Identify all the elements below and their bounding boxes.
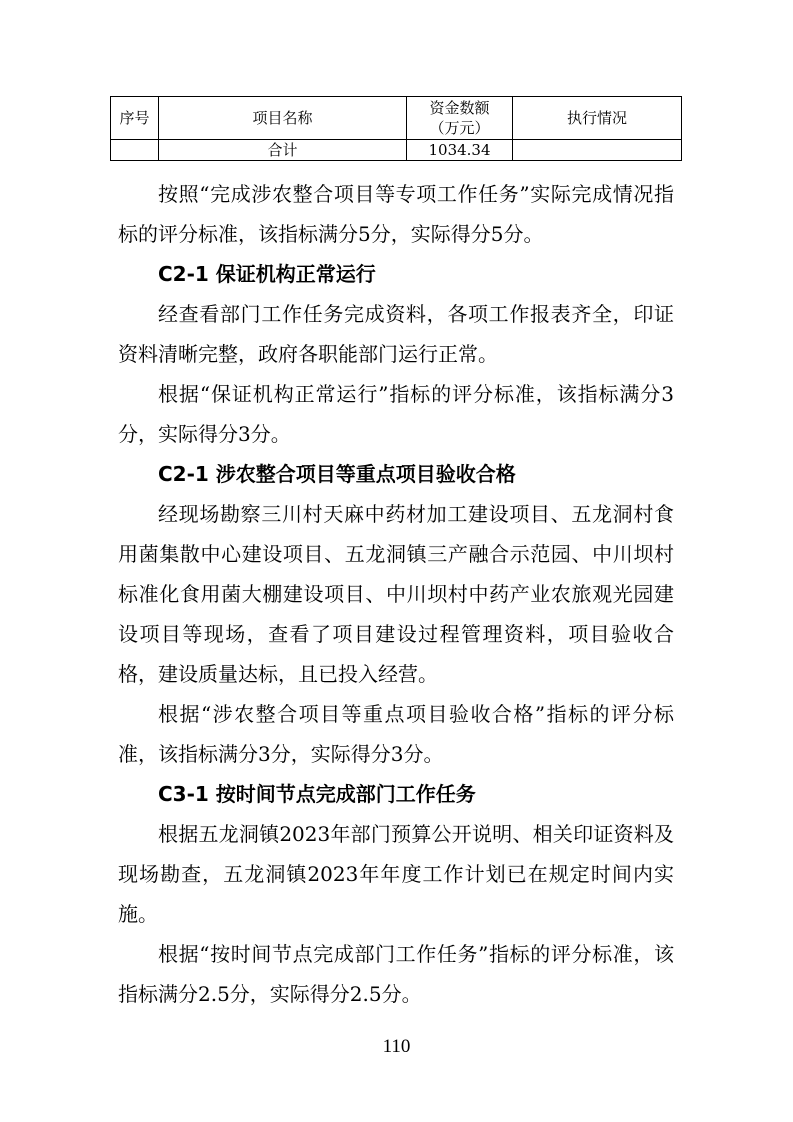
header-index: 序号 (111, 97, 159, 140)
section-heading: C2-1 保证机构正常运行 (158, 262, 376, 286)
page-number: 110 (382, 1036, 411, 1057)
paragraph: 经现场勘察三川村天麻中药材加工建设项目、五龙洞村食用菌集散中心建设项目、五龙洞镇三产融合示范园、中川坝村标准化食用菌大棚建设项目、中川坝村中药产业农旅观光园建设项目等现场，查看了项目建设过程管理资料，项目验收合格，建设质量达标，且已投入经营。 (118, 502, 674, 686)
header-name: 项目名称 (159, 97, 407, 140)
section-heading: C2-1 涉农整合项目等重点项目验收合格 (158, 462, 516, 486)
table-total-row (111, 140, 682, 161)
paragraph: 根据“按时间节点完成部门工作任务”指标的评分标准，该指标满分2.5分，实际得分2.5分。 (118, 942, 674, 1006)
header-amount-line2: （万元） (429, 119, 490, 137)
header-amount (407, 97, 513, 140)
section-heading: C3-1 按时间节点完成部门工作任务 (158, 782, 476, 806)
table-header-row (111, 97, 682, 140)
total-name: 合计 (159, 140, 407, 161)
paragraph: 根据“涉农整合项目等重点项目验收合格”指标的评分标准，该指标满分3分，实际得分3分。 (118, 702, 674, 766)
paragraph: 按照“完成涉农整合项目等专项工作任务”实际完成情况指标的评分标准，该指标满分5分，实际得分5分。 (118, 182, 674, 246)
funding-table (110, 96, 682, 161)
total-amount: 1034.34 (407, 140, 513, 161)
total-index (111, 140, 159, 161)
paragraph: 根据五龙洞镇2023年部门预算公开说明、相关印证资料及现场勘查，五龙洞镇2023年年度工作计划已在规定时间内实施。 (118, 822, 674, 926)
paragraph: 根据“保证机构正常运行”指标的评分标准，该指标满分3分，实际得分3分。 (118, 382, 674, 446)
header-amount-line1: 资金数额 (429, 99, 490, 117)
body-text (118, 174, 674, 1014)
paragraph: 经查看部门工作任务完成资料，各项工作报表齐全，印证资料清晰完整，政府各职能部门运行正常。 (118, 302, 674, 366)
header-status: 执行情况 (513, 97, 682, 140)
total-status (513, 140, 682, 161)
